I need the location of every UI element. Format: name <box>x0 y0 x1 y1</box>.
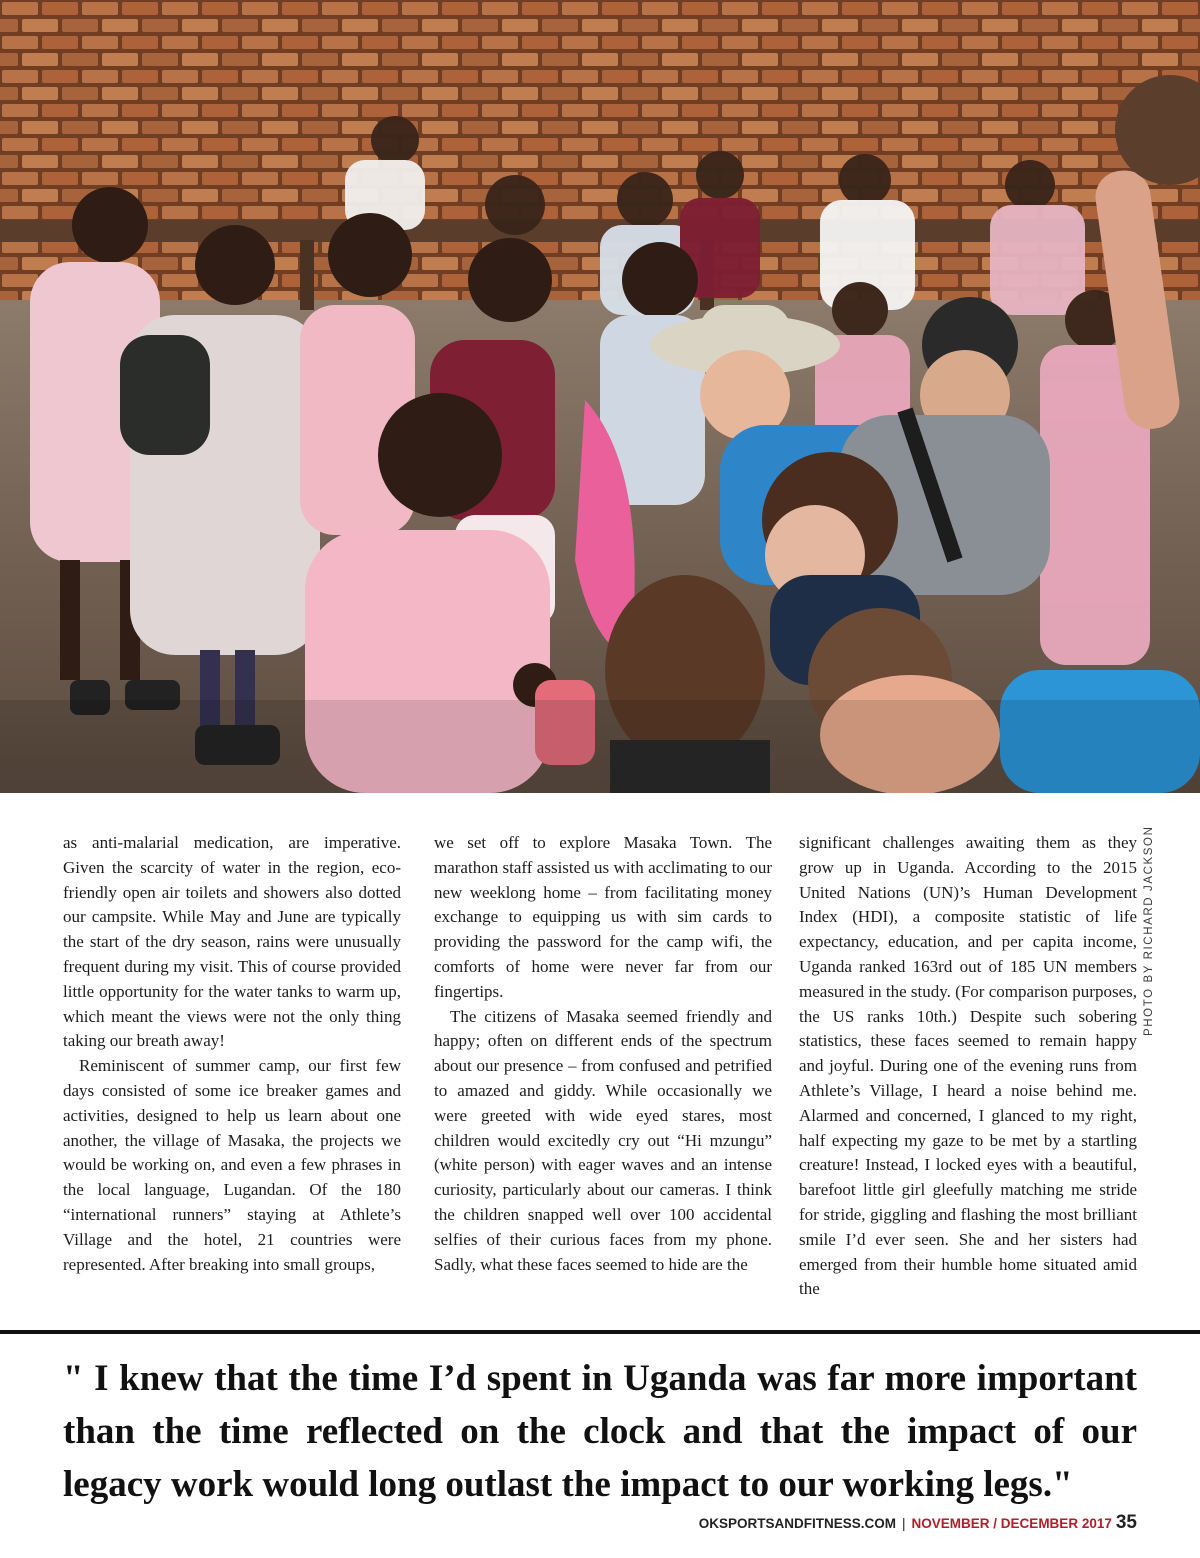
page-footer <box>699 1512 1137 1534</box>
article-column-1 <box>63 831 401 1277</box>
pull-quote: " I knew that the time I’d spent in Uganda was far more important than the time reflected on the clock and that the impact of our legacy work would long outlast the impact to our working legs." <box>63 1358 1137 1505</box>
paragraph: we set off to explore Masaka Town. The marathon staff assisted us with acclimating to our new weeklong home – from facilitating money exchange to equipping us with sim cards to providing the password for the camp wifi, the comforts of home were never far from our fingertips. <box>434 833 772 1001</box>
paragraph: as anti-malarial medication, are imperative. Given the scarcity of water in the region, eco-friendly open air toilets and showers also dotted our campsite. While May and June are typically the start of the dry season, rains were unusually frequent during my visit. This of course provided little opportunity for the water tanks to warm up, which meant the views were not the only thing taking our breath away! <box>63 833 401 1051</box>
paragraph: significant challenges awaiting them as they grow up in Uganda. According to the 2015 United Nations (UN)’s Human Development Index (HDI), a composite statistic of life expectancy, education, and per capita income, Uganda ranked 163rd out of 185 UN members measured in the study. (For comparison purposes, the US ranks 10th.) Despite such sobering statistics, these faces seemed to remain happy and joyful. During one of the evening runs from Athlete’s Village, I heard a noise behind me. Alarmed and concerned, I glanced to my right, half expecting my gaze to be met by a startling creature! Instead, I locked eyes with a beautiful, barefoot little girl gleefully matching me stride for stride, giggling and flashing the most brilliant smile I’d ever seen. She and her sisters had emerged from their humble home situated amid the <box>799 833 1137 1299</box>
page-number: 35 <box>1115 1512 1137 1533</box>
article-column-2 <box>434 831 772 1277</box>
paragraph: Reminiscent of summer camp, our first few days consisted of some ice breaker games and activities, designed to help us learn about one another, the village of Masaka, the projects we would be working on, and even a few phrases in the local language, Lugandan. Of the 180 “international runners” staying at Athlete’s Village and the hotel, 21 countries were represented. After breaking into small groups, <box>63 1056 401 1274</box>
footer-issue-date: NOVEMBER / DECEMBER 2017 <box>911 1516 1112 1531</box>
article-column-3 <box>799 831 1137 1302</box>
paragraph: The citizens of Masaka seemed friendly and happy; often on different ends of the spectrum about our presence – from confused and petrified to amazed and giddy. While occasionally we were greeted with wide eyed stares, most children would excitedly cry out “Hi mzungu” (white person) with eager waves and an intense curiosity, particularly about our cameras. I think the children snapped well over 100 accidental selfies of their curious faces from my phone. Sadly, what these faces seemed to hide are the <box>434 1006 772 1274</box>
divider-rule <box>0 1330 1200 1334</box>
footer-site: OKSPORTSANDFITNESS.COM <box>698 1516 897 1531</box>
photo-credit: PHOTO BY RICHARD JACKSON <box>1143 825 1155 1036</box>
footer-separator: | <box>902 1516 906 1531</box>
